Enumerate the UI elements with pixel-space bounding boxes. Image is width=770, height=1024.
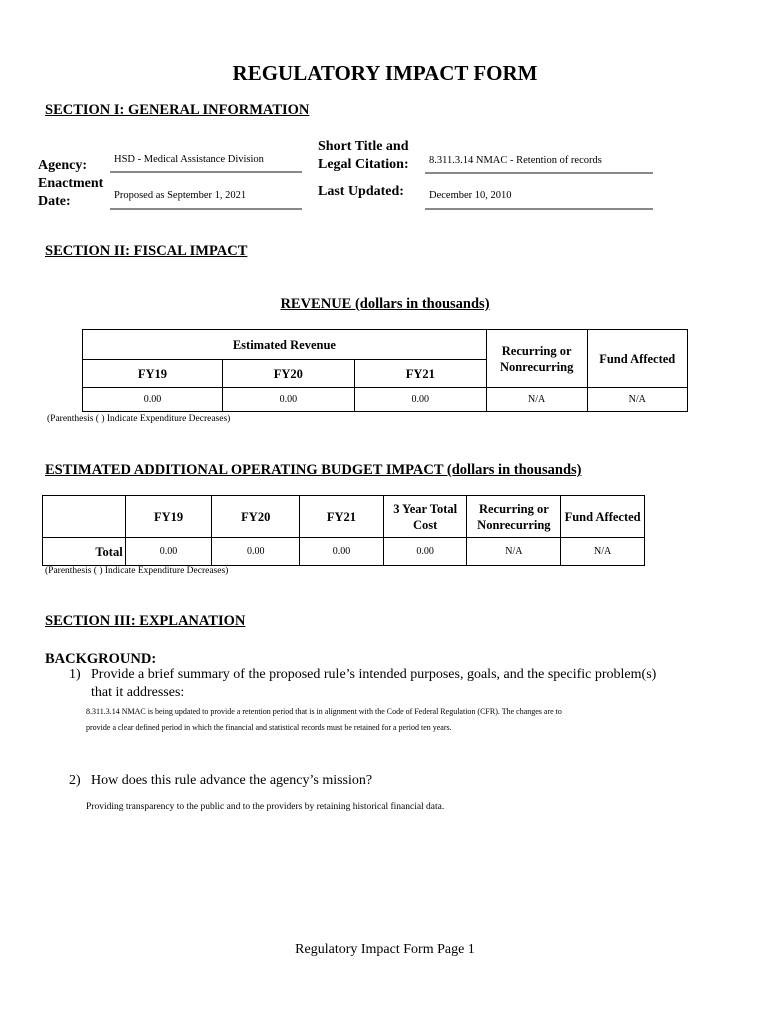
form-title: REGULATORY IMPACT FORM	[232, 61, 538, 85]
budget-fy20-header: FY20	[212, 496, 300, 538]
page-footer: Regulatory Impact Form Page 1	[295, 942, 475, 957]
revenue-fy20-value: 0.00	[222, 388, 354, 412]
agency-underline	[110, 171, 302, 173]
question-2-text: How does this rule advance the agency’s mission?	[91, 773, 373, 788]
budget-recurring-value: N/A	[467, 538, 561, 566]
revenue-table	[82, 329, 688, 412]
question-1-line-1: Provide a brief summary of the proposed rule’s intended purposes, goals, and the specific problem(s)	[91, 667, 657, 682]
short-title-underline	[425, 172, 653, 174]
revenue-fy21-header: FY21	[354, 360, 486, 388]
revenue-note: (Parenthesis ( ) Indicate Expenditure Decreases)	[47, 414, 231, 424]
question-1-line-2: that it addresses:	[91, 685, 185, 700]
section-2-heading: SECTION II: FISCAL IMPACT	[45, 243, 248, 259]
budget-blank-header	[43, 496, 126, 538]
agency-label: Agency:	[38, 158, 87, 173]
revenue-title: REVENUE (dollars in thousands)	[280, 296, 490, 312]
last-updated-label: Last Updated:	[318, 184, 404, 199]
revenue-fund-header: Fund Affected	[587, 330, 688, 388]
budget-table	[42, 495, 645, 566]
budget-fy19-value: 0.00	[125, 538, 212, 566]
agency-value: HSD - Medical Assistance Division	[114, 154, 264, 165]
short-title-value: 8.311.3.14 NMAC - Retention of records	[429, 155, 602, 166]
budget-fy19-header: FY19	[125, 496, 212, 538]
revenue-fy19-header: FY19	[83, 360, 223, 388]
budget-recurring-header: Recurring or Nonrecurring	[467, 496, 561, 538]
revenue-fy21-value: 0.00	[354, 388, 486, 412]
short-title-label: Short Title and Legal Citation:	[318, 139, 409, 172]
answer-1-line-1: 8.311.3.14 NMAC is being updated to provide a retention period that is in alignment with the Code of Federal Regulation (CFR). The changes are to	[86, 707, 562, 716]
revenue-recurring-header: Recurring or Nonrecurring	[486, 330, 587, 388]
answer-1-line-2: provide a clear defined period in which the financial and statistical records must be retained for a period ten years.	[86, 723, 452, 732]
enactment-date-value: Proposed as September 1, 2021	[114, 190, 247, 201]
budget-title: ESTIMATED ADDITIONAL OPERATING BUDGET IMPACT (dollars in thousands)	[45, 462, 582, 478]
revenue-fund-value: N/A	[587, 388, 688, 412]
section-3-heading: SECTION III: EXPLANATION	[45, 613, 246, 629]
enactment-date-label: Enactment Date:	[38, 176, 104, 209]
budget-note: (Parenthesis ( ) Indicate Expenditure Decreases)	[45, 566, 229, 576]
last-updated-underline	[425, 208, 653, 210]
budget-fy20-value: 0.00	[212, 538, 300, 566]
last-updated-value: December 10, 2010	[429, 190, 512, 201]
answer-2-text: Providing transparency to the public and to the providers by retaining historical financial data.	[86, 802, 445, 812]
budget-3yr-header: 3 Year Total Cost	[383, 496, 467, 538]
question-1-number: 1)	[69, 667, 81, 682]
budget-total-label: Total	[43, 538, 126, 566]
estimated-revenue-header: Estimated Revenue	[83, 330, 487, 360]
budget-fy21-value: 0.00	[300, 538, 384, 566]
enactment-underline	[110, 208, 302, 210]
budget-fund-header: Fund Affected	[561, 496, 645, 538]
budget-3yr-value: 0.00	[383, 538, 467, 566]
question-2-number: 2)	[69, 773, 81, 788]
revenue-fy20-header: FY20	[222, 360, 354, 388]
revenue-recurring-value: N/A	[486, 388, 587, 412]
budget-fund-value: N/A	[561, 538, 645, 566]
background-label: BACKGROUND:	[45, 651, 157, 667]
section-1-heading: SECTION I: GENERAL INFORMATION	[45, 102, 310, 118]
budget-fy21-header: FY21	[300, 496, 384, 538]
revenue-fy19-value: 0.00	[83, 388, 223, 412]
